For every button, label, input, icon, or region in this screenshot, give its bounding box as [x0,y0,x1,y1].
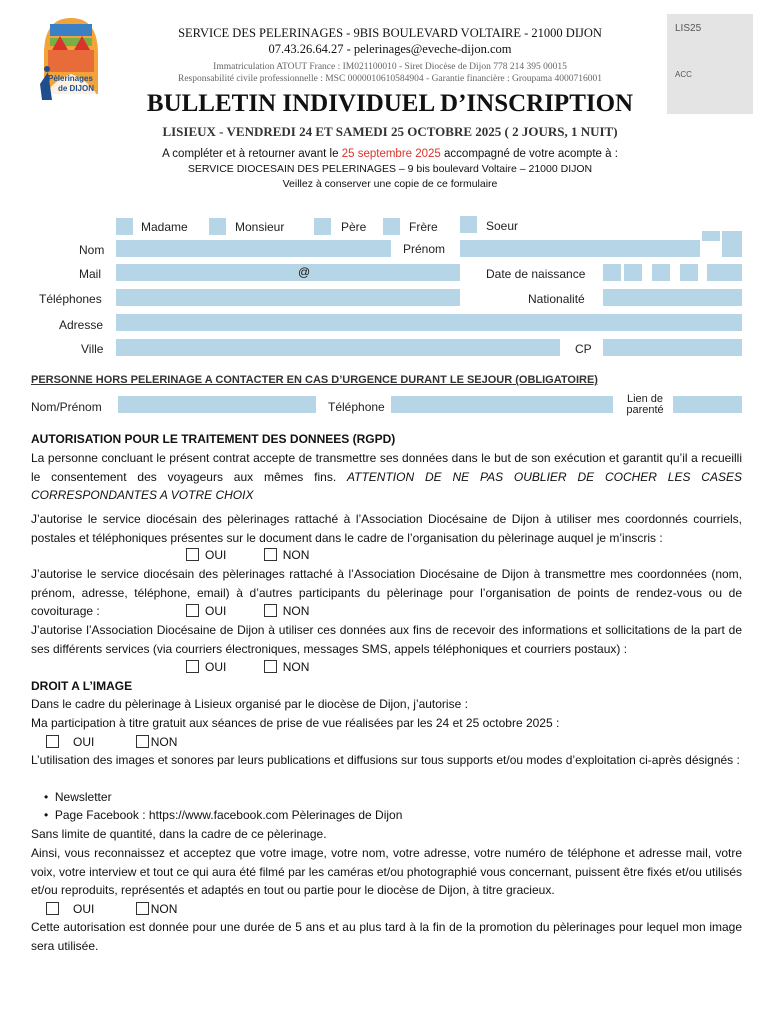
mail-at-sign: @ [298,265,311,279]
image-p1-oui-label: OUI [73,735,95,749]
nationalite-field[interactable] [603,289,742,306]
rgpd-intro-text: La personne concluant le présent contrat accepte de transmettre ses données dans le but de son exécution et garantit qu’il a recueilli le consentement des voyageurs aux mêmes fins. [31,451,742,484]
bullet-newsletter-text: Newsletter [54,790,112,804]
checkbox-madame[interactable] [116,218,133,235]
office-use-box [667,14,753,114]
header-line-1: SERVICE DES PELERINAGES - 9BIS BOULEVARD VOLTAIRE - 21000 DIJON [178,26,602,40]
dob-day-1[interactable] [603,264,621,281]
image-rights-line-4: Sans limite de quantité, dans la cadre de ce pèlerinage. [31,827,327,841]
label-nom-prenom-urgence: Nom/Prénom [31,400,102,414]
logo-text-2: de DIJON [58,84,95,93]
emergency-phone-field[interactable] [391,396,613,413]
dob-day-2[interactable] [624,264,642,281]
rgpd-p2-non-label: NON [282,604,310,618]
label-lien-parente-1: Lien de [626,393,664,405]
dob-month-1[interactable] [652,264,670,281]
instructions-prefix: A compléter et à retourner avant le [162,148,342,160]
label-nom: Nom [79,243,105,257]
code-label: LIS25 [675,23,702,34]
pelerinages-logo [38,14,104,106]
label-prenom: Prénom [403,242,446,256]
rgpd-p1-non-checkbox[interactable] [264,548,277,561]
prenom-extra-cell-2 [722,231,742,257]
rgpd-p3-oui-label: OUI [205,660,227,674]
image-p1-non-checkbox[interactable] [136,735,149,748]
emergency-name-field[interactable] [118,396,316,413]
rgpd-p1-non-label: NON [282,548,310,562]
label-telephone-urgence: Téléphone [328,400,385,414]
telephones-field[interactable] [116,289,460,306]
instructions-line-1 [100,148,680,160]
instructions-line-3: Veillez à conserver une copie de ce formulaire [282,178,498,190]
header-line-3: Immatriculation ATOUT France : IM021100010 - Siret Diocèse de Dijon 778 214 395 00015 [213,62,567,72]
rgpd-p3-non-label: NON [282,660,310,674]
prenom-field[interactable] [460,240,700,257]
image-rights-line-1: Dans le cadre du pèlerinage à Lisieux organisé par le diocèse de Dijon, j’autorise : [31,697,468,711]
image-rights-line-6: Cette autorisation est donnée pour une durée de 5 ans et au plus tard à la fin de la promotion du pèlerinages pour lequel mon image sera utilisée. [31,920,742,953]
rgpd-p2-non-checkbox[interactable] [264,604,277,617]
instructions-suffix: accompagné de votre acompte à : [440,148,618,160]
image-p2-non-label: NON [150,902,178,916]
rgpd-paragraph-2: J’autorise le service diocésain des pèlerinages rattaché à l’Association Diocésaine de Dijon à transmettre mes coordonnées (nom, prénom, adresse, téléphone, email) à d’autres participants du pèlerinage pour l’organisation de points de rendez-vous ou de covoiturage : [31,567,742,618]
image-rights-line-5: Ainsi, vous reconnaissez et acceptez que votre image, votre nom, votre adresse, votre numéro de téléphone et adresse mail, votre voix, votre interview et tout ce qui aura été filmé par les caméras et/ou photographié vous concernant, puissent être fixés et/ou utilisés et/ou reproduits, représentés et adaptés en tout ou partie pour le diocèse de Dijon, à titre gracieux. [31,846,742,897]
rgpd-intro [31,449,742,505]
adresse-field[interactable] [116,314,742,331]
label-soeur: Soeur [486,219,519,233]
rgpd-p1-choices [186,546,309,565]
rgpd-paragraph-3: J’autorise l’Association Diocésaine de Dijon à utiliser ces données aux fins de recevoir des informations et sollicitations de la part de ses différents services (via courriers électroniques, messages SMS, appels téléphoniques et courriers postaux) : [31,623,742,656]
label-nationalite: Nationalité [528,292,585,306]
prenom-extra-cell [702,231,720,241]
image-p2-oui-checkbox[interactable] [46,902,59,915]
mail-field[interactable] [116,264,460,281]
image-p2-non-checkbox[interactable] [136,902,149,915]
image-rights-heading: DROIT A L’IMAGE [31,679,133,693]
checkbox-monsieur[interactable] [209,218,226,235]
emergency-heading: PERSONNE HORS PELERINAGE A CONTACTER EN CAS D’URGENCE DURANT LE SEJOUR (OBLIGATOIRE) [31,374,598,386]
rgpd-heading: AUTORISATION POUR LE TRAITEMENT DES DONNEES (RGPD) [31,432,396,446]
rgpd-p2-oui-checkbox[interactable] [186,604,199,617]
nom-field[interactable] [116,240,391,257]
label-adresse: Adresse [59,318,104,332]
header-line-2: 07.43.26.64.27 - pelerinages@eveche-dijon.com [268,42,512,56]
label-pere: Père [341,220,367,234]
header-line-4: Responsabilité civile professionnelle : MSC 0000010610584904 - Garantie financière : Groupama 4000716001 [178,74,602,84]
instructions-line-2: SERVICE DIOCESAIN DES PELERINAGES – 9 bis boulevard Voltaire – 21000 DIJON [187,163,593,175]
image-p1-oui-checkbox[interactable] [46,735,59,748]
rgpd-paragraph-1: J’autorise le service diocésain des pèlerinages rattaché à l’Association Diocésaine de Dijon à utiliser mes coordonnés courriels, postales et téléphoniques présentes sur le document dans le cadre de l’organisation du pèlerinage auquel je m’inscris : [31,512,742,545]
rgpd-p3-non-checkbox[interactable] [264,660,277,673]
emergency-relation-field[interactable] [673,396,742,413]
rgpd-p3-oui-checkbox[interactable] [186,660,199,673]
label-lien-parente [620,394,670,416]
checkbox-pere[interactable] [314,218,331,235]
rgpd-p2-choices [186,602,309,621]
label-telephones: Téléphones [39,292,102,306]
rgpd-p1-oui-checkbox[interactable] [186,548,199,561]
image-rights-choice-2 [46,900,177,919]
label-ville: Ville [81,342,104,356]
checkbox-soeur[interactable] [460,216,477,233]
deadline-date: 25 septembre 2025 [341,148,441,160]
rgpd-p2-oui-label: OUI [205,604,227,618]
label-cp: CP [575,342,592,356]
bullet-facebook: • Page Facebook : https://www.facebook.com Pèlerinages de Dijon [44,808,403,822]
label-monsieur: Monsieur [235,220,285,234]
bullet-newsletter: • Newsletter [44,790,112,804]
rgpd-p1-oui-label: OUI [205,548,227,562]
page-title: BULLETIN INDIVIDUEL D’INSCRIPTION [146,90,634,117]
cp-field[interactable] [603,339,742,356]
label-mail: Mail [79,267,102,281]
page-subtitle: LISIEUX - VENDREDI 24 ET SAMEDI 25 OCTOBRE 2025 ( 2 JOURS, 1 NUIT) [162,124,618,139]
label-lien-parente-2: parenté [626,404,664,416]
logo-text-1: Pèlerinages [48,74,93,83]
checkbox-frere[interactable] [383,218,400,235]
dob-year[interactable] [707,264,742,281]
rgpd-intro-warning: ATTENTION DE NE PAS OUBLIER DE COCHER LES CASES CORRESPONDANTES A VOTRE CHOIX [31,469,742,502]
label-date-naissance: Date de naissance [486,267,586,281]
acc-label: ACC [675,70,692,79]
ville-field[interactable] [116,339,560,356]
image-p1-non-label: NON [150,735,178,749]
image-p2-oui-label: OUI [73,902,95,916]
dob-month-2[interactable] [680,264,698,281]
label-frere: Frère [409,220,438,234]
label-madame: Madame [141,220,188,234]
image-rights-line-2: Ma participation à titre gratuit aux séances de prise de vue réalisées par les 24 et 25 octobre 2025 : [31,716,560,730]
bullet-facebook-text: Page Facebook : https://www.facebook.com Pèlerinages de Dijon [54,808,403,822]
image-rights-choice-1 [46,733,177,752]
image-rights-line-3: L’utilisation des images et sonores par leurs publications et diffusions sur tous supports et/ou modes d’exploitation ci-après désignés : [31,753,740,767]
rgpd-p3-choices [186,658,309,677]
